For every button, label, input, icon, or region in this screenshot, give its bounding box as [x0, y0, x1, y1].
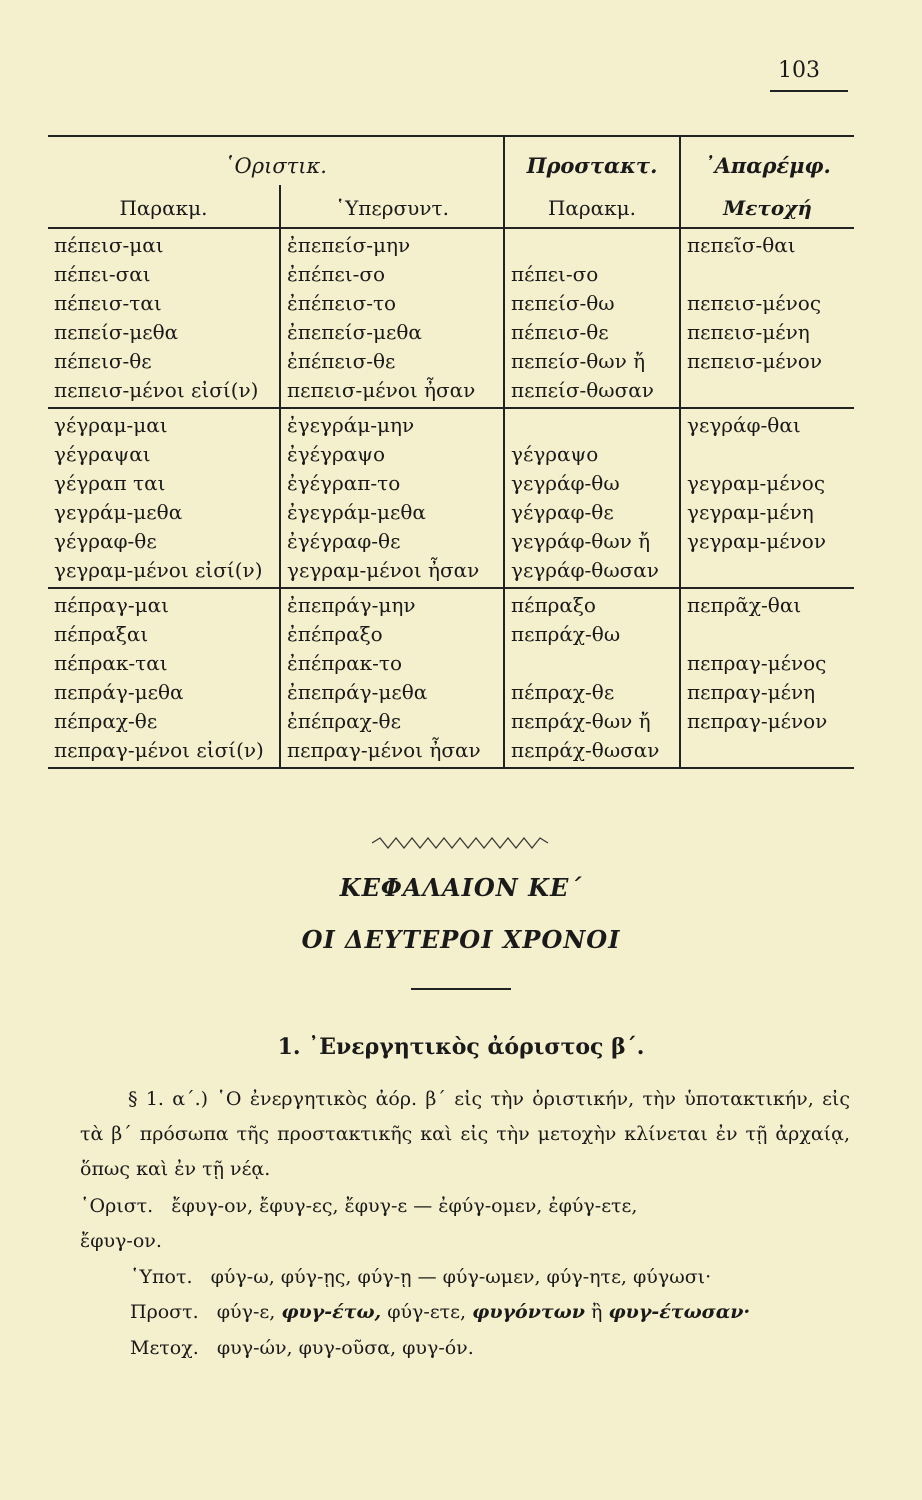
ypot-line	[130, 1260, 711, 1295]
prost-line	[130, 1295, 750, 1330]
metoch-forms: φυγ-ών, φυγ-οῦσα, φυγ-όν.	[216, 1337, 474, 1359]
col-ypersynt: ἐπεπράγ-μην ἐπέπραξο ἐπέπρακ-το ἐπεπράγ-μεθα ἐπέπραχ-θε πεπραγ-μένοι ἦσαν	[280, 588, 504, 768]
header-rule	[770, 90, 848, 92]
divider	[411, 988, 511, 990]
col-aparemf: πεπεῖσ-θαι πεπεισ-μένος πεπεισ-μένη πεπεισ-μένον	[680, 228, 854, 408]
header-ypersynt: ῾Υπερσυντ.	[280, 185, 504, 228]
orist-label: ῾Οριστ.	[80, 1195, 154, 1217]
conjugation-table	[48, 135, 854, 769]
table-row	[48, 228, 854, 408]
prost-form-3: φύγ-ετε,	[387, 1301, 467, 1323]
prost-label: Προστ.	[130, 1301, 199, 1323]
prost-form-4: φυγόντων	[472, 1301, 585, 1323]
ypot-label: ῾Υποτ.	[130, 1266, 193, 1288]
chapter-title: ΚΕΦΑΛΑΙΟΝ ΚΕ΄	[339, 873, 583, 902]
col-prostakt: πέπει-σο πεπείσ-θω πέπεισ-θε πεπείσ-θων ἤ πεπείσ-θωσαν	[504, 228, 680, 408]
col-prostakt: γέγραψο γεγράφ-θω γέγραφ-θε γεγράφ-θων ἤ γεγράφ-θωσαν	[504, 408, 680, 588]
header-prost-parakm: Παρακμ.	[504, 185, 680, 228]
paragraph-1: § 1. α΄.) ῾Ο ἐνεργητικὸς ἀόρ. β΄ εἰς τὴν ὁριστικήν, τὴν ὑποτακτικήν, εἰς τὰ β΄ πρόσωπα τῆς προστακτικῆς καὶ εἰς τὴν μετοχὴν κλίνεται ἐν τῇ ἀρχαίᾳ, ὅπως καὶ ἐν τῇ νέᾳ.	[80, 1088, 850, 1180]
orist-line	[80, 1189, 637, 1224]
header-parakm: Παρακμ.	[48, 185, 280, 228]
col-prostakt: πέπραξο πεπράχ-θω πέπραχ-θε πεπράχ-θων ἤ πεπράχ-θωσαν	[504, 588, 680, 768]
col-aparemf: πεπρᾶχ-θαι πεπραγ-μένος πεπραγ-μένη πεπραγ-μένον	[680, 588, 854, 768]
prost-form-5: φυγ-έτωσαν·	[608, 1301, 751, 1323]
prost-form-1: φύγ-ε,	[216, 1301, 276, 1323]
header-prostakt: Προστακτ.	[504, 136, 680, 185]
wave-ornament	[372, 836, 552, 850]
header-metochi: Μετοχή	[680, 185, 854, 228]
col-ypersynt: ἐπεπείσ-μην ἐπέπει-σο ἐπέπεισ-το ἐπεπείσ-μεθα ἐπέπεισ-θε πεπεισ-μένοι ἦσαν	[280, 228, 504, 408]
col-aparemf: γεγράφ-θαι γεγραμ-μένος γεγραμ-μένη γεγραμ-μένον	[680, 408, 854, 588]
header-oristiki: ῾Οριστικ.	[48, 136, 504, 185]
col-parakm: γέγραμ-μαι γέγραψαι γέγραπ ται γεγράμ-μεθα γέγραφ-θε γεγραμ-μένοι εἰσί(ν)	[48, 408, 280, 588]
metoch-label: Μετοχ.	[130, 1337, 199, 1359]
metoch-line	[130, 1331, 474, 1366]
col-parakm: πέπεισ-μαι πέπει-σαι πέπεισ-ται πεπείσ-μεθα πέπεισ-θε πεπεισ-μένοι εἰσί(ν)	[48, 228, 280, 408]
header-aparemf: ᾿Απαρέμφ.	[680, 136, 854, 185]
prost-or: ἢ	[591, 1301, 603, 1323]
page-number: 103	[778, 58, 820, 83]
col-parakm: πέπραγ-μαι πέπραξαι πέπρακ-ται πεπράγ-μεθα πέπραχ-θε πεπραγ-μένοι εἰσί(ν)	[48, 588, 280, 768]
table-row	[48, 408, 854, 588]
section-heading: 1. ᾿Ενεργητικὸς ἀόριστος β΄.	[277, 1034, 645, 1060]
prost-form-2: φυγ-έτω,	[281, 1301, 382, 1323]
orist-cont: ἔφυγ-ον.	[80, 1230, 162, 1252]
chapter-subtitle: ΟΙ ΔΕΥΤΕΡΟΙ ΧΡΟΝΟΙ	[301, 925, 621, 954]
col-ypersynt: ἐγεγράμ-μην ἐγέγραψο ἐγέγραπ-το ἐγεγράμ-μεθα ἐγέγραφ-θε γεγραμ-μένοι ἦσαν	[280, 408, 504, 588]
ypot-forms: φύγ-ω, φύγ-ῃς, φύγ-ῃ — φύγ-ωμεν, φύγ-ητε, φύγωσι·	[210, 1266, 712, 1288]
table-row	[48, 588, 854, 768]
orist-forms: ἔφυγ-ον, ἔφυγ-ες, ἔφυγ-ε — ἐφύγ-ομεν, ἐφύγ-ετε,	[171, 1195, 638, 1217]
